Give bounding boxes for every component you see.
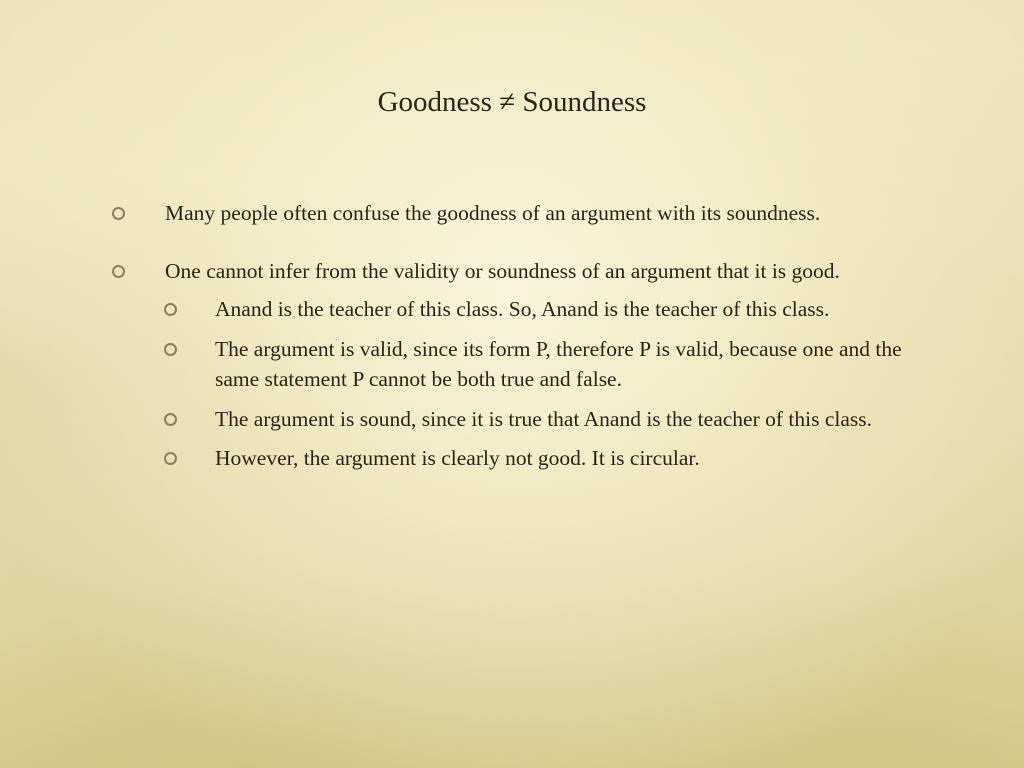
hollow-circle-bullet-icon (164, 343, 177, 356)
sub-bullet-item (110, 334, 910, 395)
sub-bullet-list (110, 294, 910, 474)
sub-bullet-text: The argument is sound, since it is true that Anand is the teacher of this class. (215, 406, 872, 431)
bullet-text: One cannot infer from the validity or soundness of an argument that it is good. (165, 258, 840, 283)
sub-bullet-text: However, the argument is clearly not good. It is circular. (215, 446, 700, 470)
sub-bullet-text: The argument is valid, since its form P, therefore P is valid, because one and the same statement P cannot be both true and false. (215, 336, 902, 391)
bullet-list (110, 198, 910, 483)
hollow-circle-bullet-icon (164, 303, 177, 316)
bullet-text: Many people often confuse the goodness of an argument with its soundness. (165, 201, 821, 225)
sub-bullet-item (110, 443, 910, 474)
bullet-item (110, 256, 910, 287)
hollow-circle-bullet-icon (164, 413, 177, 426)
bullet-item (110, 198, 910, 229)
hollow-circle-bullet-icon (164, 452, 177, 465)
sub-bullet-text: Anand is the teacher of this class. So, Anand is the teacher of this class. (215, 297, 830, 321)
hollow-circle-bullet-icon (112, 207, 125, 220)
sub-bullet-item (110, 294, 910, 325)
sub-bullet-item (110, 404, 910, 435)
hollow-circle-bullet-icon (112, 265, 125, 278)
slide-title: Goodness ≠ Soundness (377, 86, 647, 118)
